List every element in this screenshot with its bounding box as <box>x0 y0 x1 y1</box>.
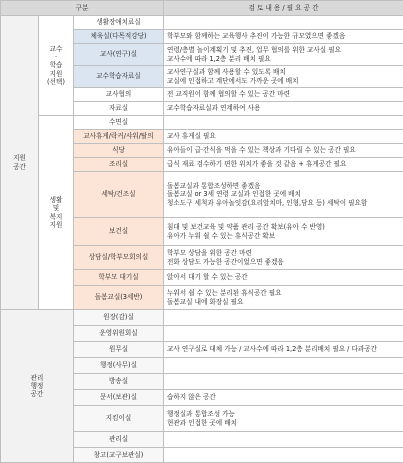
facility-cell: 세탁/건조실 <box>74 172 164 218</box>
group-teaching-support: 교수 · 학습 지원 (선택) <box>39 16 74 116</box>
facility-cell: 창고(교구보관실) <box>74 448 164 463</box>
facility-cell: 체육실(다목적강당) <box>74 30 164 44</box>
table-row <box>1 116 403 130</box>
table-row <box>1 310 403 326</box>
facility-cell: 조리실 <box>74 158 164 172</box>
desc-cell: 누워서 쉴 수 있는 분리된 휴식공간 필요 돌봄교실 내에 화장실 필요 <box>164 286 403 310</box>
desc-cell: 습하지 않은 공간 <box>164 390 403 406</box>
facility-cell: 보건실 <box>74 218 164 246</box>
facility-cell: 지킴이실 <box>74 406 164 432</box>
desc-cell: 유아들이 급·간식을 먹을 수 있는 책상과 기다릴 수 있는 공간 필요 <box>164 144 403 158</box>
desc-cell <box>164 310 403 326</box>
table-row <box>1 16 403 30</box>
desc-cell: 돌봄교실과 통합조성하면 좋겠음 돌봄교실 or 3세 연령 교실과 인접한 곳에 배치 청소도구 세척과 유아놀잇감(요리앞치마, 인형,담요 등) 세탁이 필요함 <box>164 172 403 218</box>
facility-cell: 문서(보관)실 <box>74 390 164 406</box>
desc-cell <box>164 448 403 463</box>
facility-cell: 교사휴게/락커/샤워/탈의 <box>74 130 164 144</box>
desc-cell: 교사연구실과 함께 사용할 수 있도록 배치 교실에 인접하고 계단에서도 가까운 곳에 배치 <box>164 66 403 88</box>
facility-cell: 교사협의 <box>74 88 164 102</box>
facility-cell: 교수학습자료실 <box>74 66 164 88</box>
desc-cell: 침대 및 보건교육 및 약품 관리 공간 확보(유아 수 반영) 유아가 누워 쉴 수 있는 휴식공간 확보 <box>164 218 403 246</box>
desc-cell: 급식 재료 검수하기 편한 위치가 좋을 것 같음 + 휴게공간 필요 <box>164 158 403 172</box>
facility-cell: 행정(사무)실 <box>74 358 164 374</box>
facility-cell: 학부모 대기실 <box>74 270 164 286</box>
desc-cell: 앉아서 대기 할 수 있는 공간 <box>164 270 403 286</box>
desc-cell <box>164 116 403 130</box>
desc-cell <box>164 432 403 448</box>
review-header: 검 토 내 용 / 필 요 공 간 <box>164 1 403 16</box>
desc-cell: 교사 연구실로 대체 가능 / 교사수에 따라 1,2층 분리배치 필요 / 다과공간 <box>164 342 403 358</box>
desc-cell: 학부모와 함께하는 교육행사 추진이 가능한 규모였으면 좋겠음 <box>164 30 403 44</box>
facility-cell: 자료실 <box>74 102 164 116</box>
desc-cell: 행정실과 통합조성 가능 현관과 인접한 곳에 배치 <box>164 406 403 432</box>
facility-cell: 식당 <box>74 144 164 158</box>
group-admin-space: 관리 행정 공간 <box>1 310 74 463</box>
facility-cell: 수면실 <box>74 116 164 130</box>
group-support-space: 지원 공간 <box>1 16 39 310</box>
desc-cell <box>164 374 403 390</box>
facility-cell: 방송실 <box>74 374 164 390</box>
desc-cell: 학부모 상담을 위한 공간 마련 전화 상담도 가능한 공간이었으면 좋겠음 <box>164 246 403 270</box>
desc-cell <box>164 358 403 374</box>
desc-cell <box>164 16 403 30</box>
facility-cell: 원무실 <box>74 342 164 358</box>
desc-cell <box>164 326 403 342</box>
facility-cell: 운영위원회실 <box>74 326 164 342</box>
facility-cell: 돌봄교실(3세반) <box>74 286 164 310</box>
facility-cell: 원장(감)실 <box>74 310 164 326</box>
desc-cell: 전 교직원이 함께 협의할 수 있는 공간 마련 <box>164 88 403 102</box>
category-header: 구분 <box>1 1 164 16</box>
table-header-row <box>1 1 403 16</box>
desc-cell: 교사 휴게실 필요 <box>164 130 403 144</box>
facility-cell: 교사(연구)실 <box>74 44 164 66</box>
group-life-welfare: 생활 및 복지 지원 <box>39 116 74 310</box>
facility-cell: 생활장애치료실 <box>74 16 164 30</box>
facility-cell: 상담실/학부모회의실 <box>74 246 164 270</box>
desc-cell: 교수학습자료실과 연계하여 사용 <box>164 102 403 116</box>
facility-cell: 관리실 <box>74 432 164 448</box>
desc-cell: 연령/층별 놀이계획기 및 추진, 업무 협의를 위한 교사실 필요 교사수에 따라 1,2층 분리 배치 필요 <box>164 44 403 66</box>
